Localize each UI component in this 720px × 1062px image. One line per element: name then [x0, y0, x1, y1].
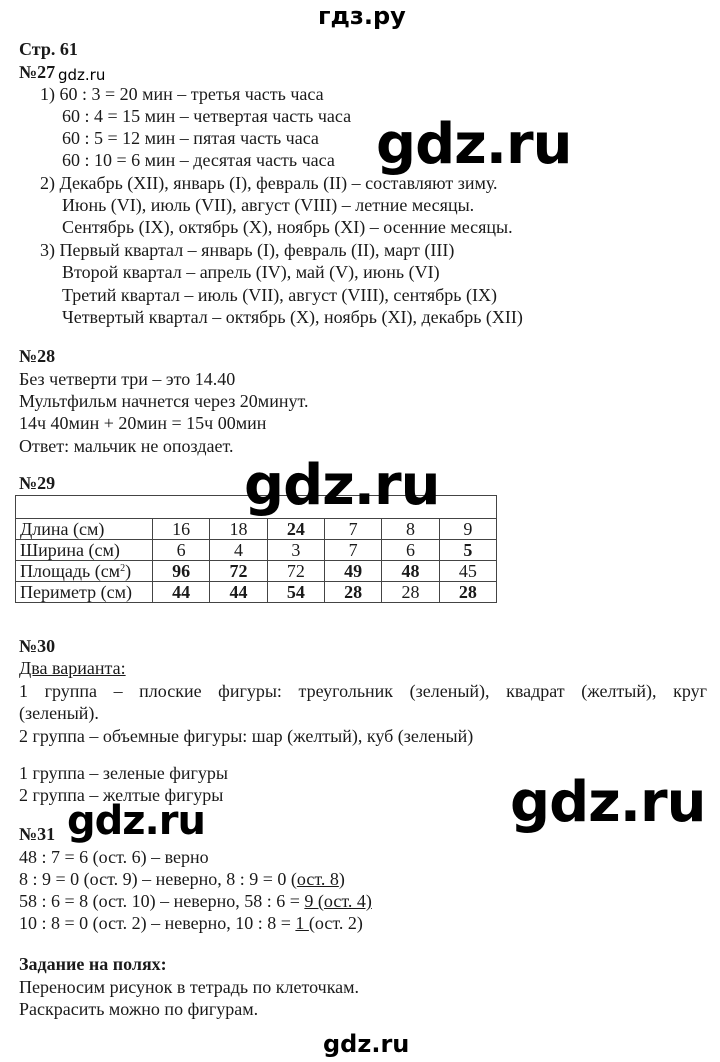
task28-title: №28	[19, 346, 56, 366]
table-cell: 28	[382, 582, 439, 603]
table-row	[16, 540, 497, 561]
table-cell: 9	[439, 519, 496, 540]
task27-line: 3) Первый квартал – январь (I), февраль (II), март (III)	[40, 240, 455, 260]
task31-title: №31	[19, 824, 56, 844]
table-cell: 5	[439, 540, 496, 561]
table-cell: 3	[267, 540, 324, 561]
table-cell: 8	[382, 519, 439, 540]
task29-title: №29	[19, 473, 56, 493]
table-cell: 6	[382, 540, 439, 561]
row-label: Длина (см)	[16, 519, 153, 540]
task27-line: 60 : 5 = 12 мин – пятая часть часа	[62, 128, 319, 148]
site-title: гдз.ру	[318, 2, 406, 30]
watermark-medium: gdz.ru	[67, 798, 205, 844]
task28-line: Мультфильм начнется через 20минут.	[19, 391, 309, 411]
task27-line: 1) 60 : 3 = 20 мин – третья часть часа	[40, 84, 324, 104]
margin-task-title: Задание на полях:	[19, 954, 167, 974]
task27-line: 60 : 4 = 15 мин – четвертая часть часа	[62, 106, 352, 126]
task31-line: 8 : 9 = 0 (ост. 9) – неверно, 8 : 9 = 0 (ост. 8)	[19, 869, 345, 889]
task30-title: №30	[19, 636, 56, 656]
watermark-large: gdz.ru	[376, 112, 572, 177]
task31-line: 10 : 8 = 0 (ост. 2) – неверно, 10 : 8 = 1 (ост. 2)	[19, 913, 363, 933]
table-cell: 44	[210, 582, 267, 603]
table-cell: 6	[153, 540, 210, 561]
table-cell: 72	[267, 561, 324, 582]
task27-line: Второй квартал – апрель (IV), май (V), июнь (VI)	[62, 262, 440, 282]
task27-line: 60 : 10 = 6 мин – десятая часть часа	[62, 150, 335, 170]
table-cell: 48	[382, 561, 439, 582]
task30-line: 1 группа – зеленые фигуры	[19, 763, 228, 783]
watermark-large: gdz.ru	[510, 770, 706, 835]
task28-line: 14ч 40мин + 20мин = 15ч 00мин	[19, 413, 267, 433]
task31-line: 48 : 7 = 6 (ост. 6) – верно	[19, 847, 209, 867]
task27-line: 2) Декабрь (XII), январь (I), февраль (II) – составляют зиму.	[40, 173, 498, 193]
table-cell: 49	[324, 561, 381, 582]
table-cell: 28	[439, 582, 496, 603]
table-row	[16, 582, 497, 603]
row-label: Периметр (см)	[16, 582, 153, 603]
table-cell: 7	[324, 540, 381, 561]
row-label: Ширина (см)	[16, 540, 153, 561]
row-label: Площадь $(см^2)$	[16, 561, 153, 582]
task27-line: Третий квартал – июль (VII), август (VIII), сентябрь (IX)	[62, 285, 497, 305]
table-cell: 45	[439, 561, 496, 582]
task30-subtitle: Два варианта:	[19, 658, 126, 678]
table-cell: 96	[153, 561, 210, 582]
task31-line: 58 : 6 = 8 (ост. 10) – неверно, 58 : 6 = 9 (ост. 4)	[19, 891, 372, 911]
task30-line: 2 группа – желтые фигуры	[19, 785, 224, 805]
task27-title: №27	[19, 62, 56, 82]
table-cell: 16	[153, 519, 210, 540]
task30-line: 1 группа – плоские фигуры: треугольник (зеленый), квадрат (желтый), круг	[19, 681, 707, 701]
task30-line: 2 группа – объемные фигуры: шар (желтый), куб (зеленый)	[19, 726, 474, 746]
watermark-small: gdz.ru	[58, 66, 106, 84]
table-cell: 72	[210, 561, 267, 582]
margin-task-line: Переносим рисунок в тетрадь по клеточкам.	[19, 977, 360, 997]
watermark-large: gdz.ru	[244, 453, 440, 518]
task27-line: Сентябрь (IX), октябрь (X), ноябрь (XI) – осенние месяцы.	[62, 217, 513, 237]
table-cell: 54	[267, 582, 324, 603]
footer-watermark: gdz.ru	[323, 1030, 410, 1058]
task28-line: Ответ: мальчик не опоздает.	[19, 436, 234, 456]
margin-task-line: Раскрасить можно по фигурам.	[19, 999, 259, 1019]
task30-line: (зеленый).	[19, 703, 99, 723]
table-row	[16, 519, 497, 540]
table-cell: 4	[210, 540, 267, 561]
table-row	[16, 561, 497, 582]
table-cell: 44	[153, 582, 210, 603]
task27-line: Четвертый квартал – октябрь (X), ноябрь (XI), декабрь (XII)	[62, 307, 523, 327]
task27-line: Июнь (VI), июль (VII), август (VIII) – летние месяцы.	[62, 195, 475, 215]
table-cell: 18	[210, 519, 267, 540]
table-cell: 28	[324, 582, 381, 603]
task28-line: Без четверти три – это 14.40	[19, 369, 236, 389]
table-cell: 7	[324, 519, 381, 540]
page-label: Стр. 61	[19, 39, 78, 59]
table-cell: 24	[267, 519, 324, 540]
